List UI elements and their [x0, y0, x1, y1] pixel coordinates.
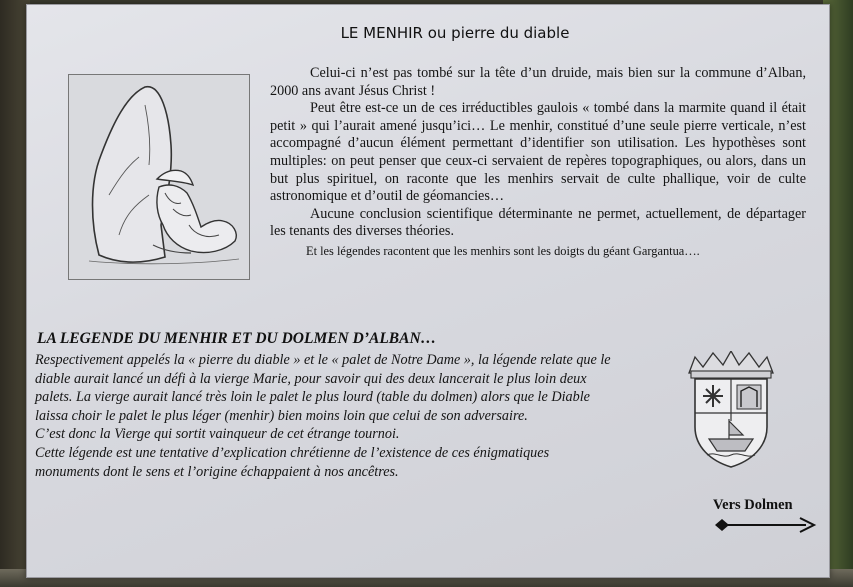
legend-paragraph: Respectivement appelés la « pierre du diable » et le « palet de Notre Dame », la légende relate que le diable aurait lancé un défi à la vierge Marie, pour savoir qui des deux lancerait le plus loin deux palets. La vierge aurait lancé très loin le palet le plus lourd (table du dolmen) alors que le Diable laissa choir le palet le plus léger (menhir) bien moins loin que celui de son adversaire.	[35, 352, 611, 424]
intro-paragraph: Peut être est-ce un de ces irréductibles gaulois « tombé dans la marmite quand il était petit » qui l’aurait amené jusqu’ici… Le menhir, constitué d’une seule pierre verticale, n’est accompagné d’aucun élément permettant d’identifier son utilisation. Les hypothèses sont multiples: on peut penser que ceux-ci servaient de repères topographiques, ou alors, dans un but plus spirituel, on raconte que les menhirs servait de culte phallique, voir de culte astronomique et d’outil de géomancies…	[270, 100, 806, 205]
legend-text	[35, 351, 615, 481]
direction-label: Vers Dolmen	[713, 497, 793, 513]
legend-paragraph: C’est donc la Vierge qui sortit vainqueur de cet étrange tournoi.	[35, 426, 400, 443]
intro-text	[270, 65, 806, 261]
intro-closing-line: Et les légendes racontent que les menhirs sont les doigts du géant Gargantua….	[306, 243, 700, 258]
intro-paragraph: Aucune conclusion scientifique déterminante ne permet, actuellement, de départager les tenants des diverses théories.	[270, 205, 806, 240]
crown-icon	[689, 351, 773, 373]
intro-paragraph: Celui-ci n’est pas tombé sur la tête d’un druide, mais bien sur la commune d’Alban, 2000 ans avant Jésus Christ !	[270, 65, 806, 99]
coat-of-arms	[681, 351, 781, 469]
sign-title: LE MENHIR ou pierre du diable	[340, 24, 570, 42]
legend-heading: LA LEGENDE DU MENHIR ET DU DOLMEN D’ALBAN…	[37, 330, 437, 347]
menhir-illustration	[68, 74, 250, 280]
legend-paragraph: Cette légende est une tentative d’explication chrétienne de l’existence de ces énigmatiques monuments dont le sens et l’origine échappaient à nos ancêtres.	[35, 444, 550, 480]
menhir-stone	[93, 87, 172, 262]
double-arrow-icon	[714, 516, 818, 534]
gnome-body	[157, 185, 236, 253]
